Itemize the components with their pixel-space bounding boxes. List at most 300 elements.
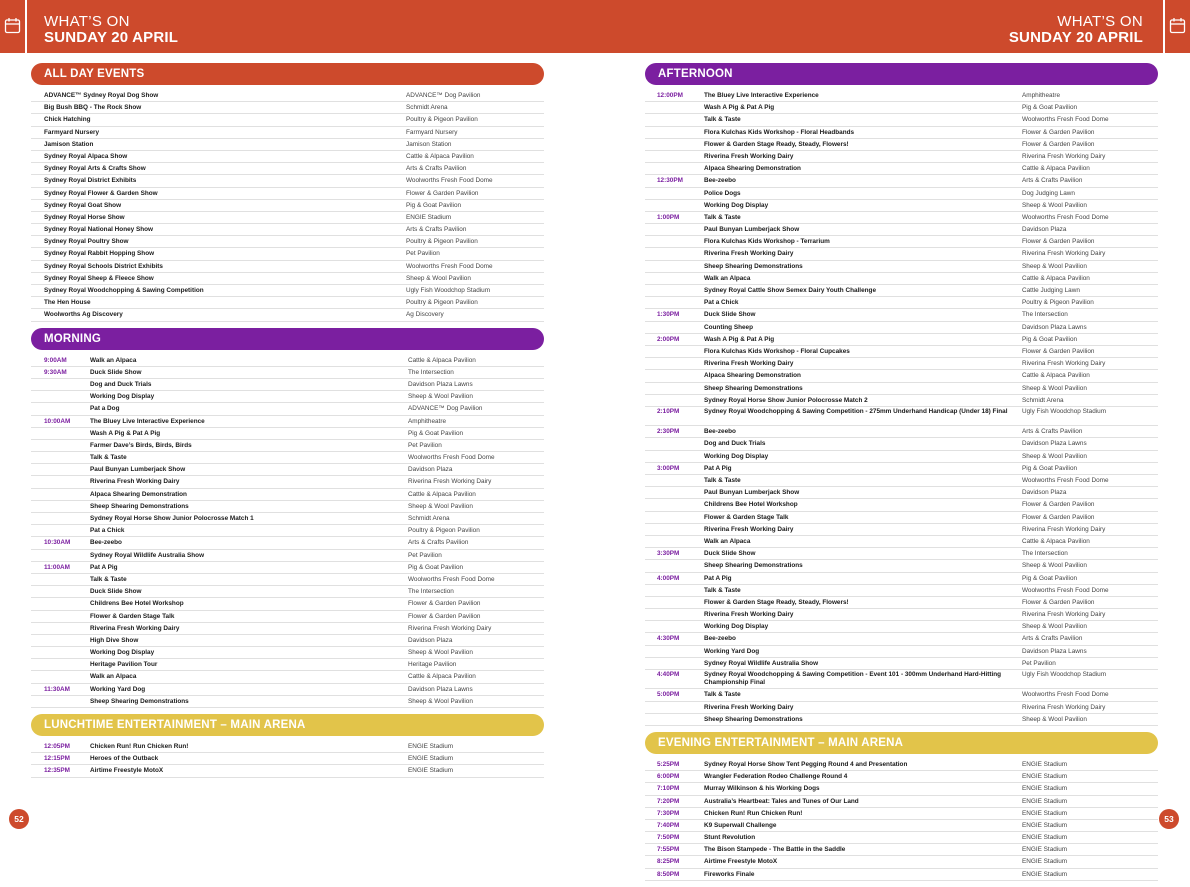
event-time [645,163,691,174]
event-location: Woolworths Fresh Food Dome [406,262,493,270]
event-time: 9:00AM [44,356,67,364]
event-time: 3:30PM [657,550,680,558]
schedule-row [645,808,1158,820]
event-location: Flower & Garden Pavilion [1022,128,1095,136]
event-name: Sheep Shearing Demonstrations [704,715,803,723]
event-name: Talk & Taste [704,586,741,594]
event-location: Pig & Goat Pavilion [1022,104,1078,112]
schedule-row [31,765,544,777]
event-name: Chick Hatching [44,116,91,124]
event-location: Riverina Fresh Working Dairy [1022,360,1106,368]
schedule-row [645,499,1158,511]
event-location: Schmidt Arena [408,515,450,522]
event-time [31,525,77,536]
event-location: Dog Judging Lawn [1022,189,1075,197]
event-name: Dog and Duck Trials [90,380,152,388]
event-time [645,285,691,296]
event-name: ADVANCE™ Sydney Royal Dog Show [44,92,159,99]
event-time [645,714,691,725]
event-name: Flower & Garden Stage Ready, Steady, Flowers! [704,140,849,148]
schedule-row [645,451,1158,463]
event-name: The Bluey Live Interactive Experience [704,92,819,99]
whats-on-label-right: WHAT’S ON [1057,13,1143,30]
schedule-row [31,513,544,525]
event-name: Riverina Fresh Working Dairy [90,478,180,486]
event-location: Poultry & Pigeon Pavilion [1022,299,1094,307]
event-time [31,501,77,512]
event-location: Sheep & Wool Pavilion [1022,384,1087,392]
evening-heading: EVENING ENTERTAINMENT – MAIN ARENA [645,732,1158,754]
event-name: Walk an Alpaca [90,356,137,364]
event-location: Amphitheatre [408,417,447,425]
event-location: ENGIE Stadium [1022,773,1068,781]
event-location: Sheep & Wool Pavilion [408,502,473,510]
event-name: Australia’s Heartbeat: Tales and Tunes of Our Land [704,797,859,805]
event-location: ENGIE Stadium [1022,797,1068,805]
schedule-row [645,820,1158,832]
event-name: Dog and Duck Trials [704,440,766,448]
event-time: 4:40PM [657,671,680,679]
event-name: Working Dog Display [90,649,155,657]
schedule-row [645,285,1158,297]
event-location: Davidson Plaza [408,636,453,644]
event-name: Working Dog Display [704,452,769,460]
schedule-row [645,395,1158,407]
event-location: Cattle & Alpaca Pavilion [1022,372,1090,380]
event-time: 2:00PM [657,335,680,343]
event-time [31,659,77,670]
schedule-row [31,489,544,501]
event-time [31,623,77,634]
event-time [645,248,691,259]
event-location: Ugly Fish Woodchop Stadium [1022,407,1107,415]
schedule-row [645,759,1158,771]
event-time [31,452,77,463]
schedule-row [31,102,544,114]
event-time [645,560,691,571]
event-time: 7:30PM [657,809,680,817]
event-name: Talk & Taste [90,575,127,583]
event-name: Pat A Pig [704,574,732,582]
event-name: Pat A Pig [90,563,118,571]
event-location: ENGIE Stadium [1022,870,1068,878]
event-location: ENGIE Stadium [1022,785,1068,793]
schedule-row [31,671,544,683]
schedule-row [31,175,544,187]
event-name: Sheep Shearing Demonstrations [704,262,803,270]
schedule-row [645,224,1158,236]
schedule-row [31,248,544,260]
event-time [645,395,691,406]
event-name: Chicken Run! Run Chicken Run! [90,743,189,750]
event-name: Flora Kulchas Kids Workshop - Terrarium [704,238,830,246]
schedule-row [645,188,1158,200]
schedule-row [645,573,1158,585]
schedule-row [645,236,1158,248]
afternoon-list [645,90,1158,726]
event-name: Duck Slide Show [90,368,142,376]
event-time [31,696,77,707]
schedule-row [31,139,544,151]
event-location: Cattle & Alpaca Pavilion [408,673,476,681]
event-name: Paul Bunyan Lumberjack Show [704,489,800,497]
event-location: Pig & Goat Pavilion [408,429,464,437]
event-location: Pet Pavilion [408,551,442,559]
schedule-row [31,200,544,212]
event-time [645,200,691,211]
schedule-row [645,212,1158,224]
schedule-row [31,741,544,753]
schedule-row [31,696,544,708]
evening-section [645,732,1158,881]
page-number-left: 52 [9,809,29,829]
morning-section [31,328,544,708]
event-location: Ag Discovery [406,311,444,319]
event-name: Walk an Alpaca [704,274,751,282]
event-time: 10:00AM [44,417,71,425]
event-name: Flower & Garden Stage Ready, Steady, Flowers! [704,598,849,606]
event-time [31,598,77,609]
event-time [645,114,691,125]
event-time [31,574,77,585]
schedule-row [645,856,1158,868]
schedule-row [31,428,544,440]
schedule-row [645,346,1158,358]
event-location: Davidson Plaza [1022,489,1067,497]
event-name: Wash A Pig & Pat A Pig [704,104,775,112]
schedule-row [31,212,544,224]
event-time: 12:30PM [657,177,683,185]
event-name: Duck Slide Show [704,550,756,558]
event-location: Sheep & Wool Pavilion [1022,715,1087,723]
event-name: Sydney Royal Wildlife Australia Show [90,551,205,559]
event-time [31,550,77,561]
event-name: Sheep Shearing Demonstrations [704,384,803,392]
event-location: Davidson Plaza Lawns [408,685,473,693]
event-time: 5:25PM [657,760,680,768]
event-name: Alpaca Shearing Demonstration [704,372,801,380]
afternoon-heading: AFTERNOON [645,63,1158,85]
event-location: Arts & Crafts Pavilion [408,539,469,547]
event-time [645,597,691,608]
schedule-row [645,771,1158,783]
event-location: Schmidt Arena [406,104,448,112]
event-time: 4:30PM [657,635,680,643]
event-time: 7:50PM [657,834,680,842]
event-name: Riverina Fresh Working Dairy [90,624,180,632]
event-location: Jamison Station [406,140,452,148]
event-location: Sheep & Wool Pavilion [408,649,473,657]
event-time [645,451,691,462]
event-name: Bee-zeebo [704,635,736,643]
event-name: Duck Slide Show [90,588,142,596]
event-name: Sydney Royal National Honey Show [44,226,154,234]
event-time [645,475,691,486]
event-time: 10:30AM [44,539,71,547]
event-name: Sydney Royal Alpaca Show [44,152,128,160]
event-time [645,438,691,449]
event-time: 1:00PM [657,213,680,221]
event-name: Childrens Bee Hotel Workshop [704,501,798,509]
event-location: Pig & Goat Pavilion [406,201,462,209]
schedule-row [31,623,544,635]
event-name: Flora Kulchas Kids Workshop - Floral Headbands [704,128,855,136]
morning-heading: MORNING [31,328,544,350]
event-location: ENGIE Stadium [406,213,452,221]
event-location: Cattle & Alpaca Pavilion [1022,165,1090,173]
morning-list [31,355,544,708]
event-name: Paul Bunyan Lumberjack Show [704,226,800,234]
schedule-row [645,297,1158,309]
event-name: Woolworths Ag Discovery [44,311,123,319]
schedule-row [31,224,544,236]
schedule-row [645,322,1158,334]
event-time [31,476,77,487]
schedule-row [31,309,544,321]
schedule-row [645,90,1158,102]
schedule-row [645,689,1158,701]
event-time: 1:30PM [657,311,680,319]
schedule-row [645,273,1158,285]
schedule-row [645,163,1158,175]
event-name: Riverina Fresh Working Dairy [704,525,794,533]
event-name: Working Yard Dog [704,647,760,655]
event-time [645,188,691,199]
event-location: Sheep & Wool Pavilion [1022,562,1087,570]
schedule-row [31,501,544,513]
event-location: Flower & Garden Pavilion [1022,598,1095,606]
event-location: Riverina Fresh Working Dairy [1022,611,1106,619]
event-time [645,524,691,535]
event-location: Woolworths Fresh Food Dome [1022,477,1109,485]
event-location: Sheep & Wool Pavilion [408,393,473,401]
event-location: Poultry & Pigeon Pavilion [406,116,478,124]
event-location: Woolworths Fresh Food Dome [1022,586,1109,594]
event-name: Airtime Freestyle MotoX [90,767,164,775]
event-location: Riverina Fresh Working Dairy [408,624,492,632]
schedule-row [31,753,544,765]
event-name: Sydney Royal Horse Show Junior Polocrosse Match 2 [704,396,868,404]
event-location: Cattle & Alpaca Pavilion [406,152,474,160]
event-time [645,346,691,357]
schedule-row [645,139,1158,151]
event-location: ADVANCE™ Dog Pavilion [406,92,481,99]
event-location: Sheep & Wool Pavilion [1022,623,1087,631]
event-location: Woolworths Fresh Food Dome [1022,116,1109,124]
event-location: Arts & Crafts Pavilion [1022,177,1083,185]
schedule-row [645,248,1158,260]
event-time: 8:50PM [657,870,680,878]
event-time: 12:15PM [44,755,70,763]
schedule-row [31,127,544,139]
event-name: Fireworks Finale [704,870,755,878]
schedule-row [31,355,544,367]
event-name: Pat a Dog [90,405,120,413]
event-location: Cattle Judging Lawn [1022,287,1080,294]
event-name: Childrens Bee Hotel Workshop [90,600,184,608]
calendar-icon-right [1163,0,1190,53]
event-location: Sheep & Wool Pavilion [406,274,471,282]
event-name: Flower & Garden Stage Talk [90,612,175,620]
event-location: Riverina Fresh Working Dairy [1022,250,1106,258]
event-name: Sydney Royal Horse Show Tent Pegging Round 4 and Presentation [704,760,908,768]
schedule-row [31,403,544,415]
schedule-row [645,658,1158,670]
event-name: Flower & Garden Stage Talk [704,513,789,521]
event-name: Police Dogs [704,189,741,197]
event-location: Flower & Garden Pavilion [1022,513,1095,521]
event-name: K9 Superwall Challenge [704,821,777,829]
event-location: Cattle & Alpaca Pavilion [1022,274,1090,282]
schedule-row [31,525,544,537]
event-time: 12:35PM [44,767,70,775]
schedule-row [31,163,544,175]
event-name: Talk & Taste [704,213,741,221]
event-time: 11:30AM [44,685,70,693]
event-location: Amphitheatre [1022,92,1061,99]
schedule-row [645,621,1158,633]
schedule-row [645,832,1158,844]
evening-list [645,759,1158,881]
event-time [31,635,77,646]
event-location: Pig & Goat Pavilion [1022,464,1078,472]
event-location: The Intersection [1022,550,1068,558]
schedule-row [645,702,1158,714]
event-location: Davidson Plaza [408,466,453,474]
event-name: Riverina Fresh Working Dairy [704,250,794,258]
event-time [31,379,77,390]
event-location: Woolworths Fresh Food Dome [406,177,493,185]
event-location: Pig & Goat Pavilion [1022,335,1078,343]
event-location: Riverina Fresh Working Dairy [1022,525,1106,533]
event-location: Riverina Fresh Working Dairy [1022,152,1106,160]
schedule-row [31,297,544,309]
event-location: Arts & Crafts Pavilion [406,165,467,173]
event-location: ENGIE Stadium [1022,821,1068,829]
event-name: Sheep Shearing Demonstrations [90,502,189,510]
schedule-row [31,550,544,562]
event-time [645,487,691,498]
schedule-row [645,102,1158,114]
event-time [645,383,691,394]
whats-on-label-left: WHAT’S ON [44,13,130,30]
event-time: 2:30PM [657,428,680,436]
schedule-row [645,383,1158,395]
right-page-column [645,63,1158,887]
event-location: ENGIE Stadium [1022,858,1068,866]
event-name: Riverina Fresh Working Dairy [704,611,794,619]
event-time: 6:00PM [657,773,680,781]
event-time [31,391,77,402]
schedule-row [31,452,544,464]
event-time [645,273,691,284]
event-location: Davidson Plaza [1022,226,1067,234]
schedule-row [645,548,1158,560]
schedule-row [31,114,544,126]
event-name: Farmer Dave’s Birds, Birds, Birds [90,441,192,449]
event-time [645,370,691,381]
all-day-events-list [31,90,544,322]
schedule-row [31,537,544,549]
event-location: ENGIE Stadium [408,767,454,775]
event-name: Murray Wilkinson & his Working Dogs [704,785,820,793]
event-time [31,586,77,597]
schedule-row [31,684,544,696]
event-time: 7:10PM [657,785,680,793]
page-header [0,0,1190,53]
event-name: Flora Kulchas Kids Workshop - Floral Cupcakes [704,347,850,355]
schedule-row [31,273,544,285]
event-name: Sydney Royal District Exhibits [44,177,137,185]
event-name: Airtime Freestyle MotoX [704,858,778,866]
event-name: Walk an Alpaca [90,673,137,681]
schedule-row [31,464,544,476]
event-name: Sydney Royal Wildlife Australia Show [704,659,819,667]
event-location: Riverina Fresh Working Dairy [408,478,492,486]
event-location: Poultry & Pigeon Pavilion [406,238,478,246]
event-name: Counting Sheep [704,323,753,331]
event-name: The Hen House [44,299,91,307]
event-name: Talk & Taste [704,691,741,699]
event-location: ENGIE Stadium [408,755,454,763]
schedule-row [31,151,544,163]
schedule-row [31,416,544,428]
event-location: Sheep & Wool Pavilion [1022,201,1087,209]
event-location: Davidson Plaza Lawns [1022,323,1087,331]
event-name: Working Dog Display [90,393,155,401]
event-location: ENGIE Stadium [1022,760,1068,768]
schedule-row [645,407,1158,426]
event-time [645,358,691,369]
event-location: Davidson Plaza Lawns [1022,647,1087,655]
schedule-row [645,370,1158,382]
schedule-row [31,236,544,248]
event-location: Cattle & Alpaca Pavilion [408,490,476,498]
event-name: Talk & Taste [90,454,127,462]
event-name: Big Bush BBQ - The Rock Show [44,104,142,112]
schedule-row [645,512,1158,524]
schedule-row [31,586,544,598]
schedule-row [31,635,544,647]
event-location: Schmidt Arena [1022,396,1064,404]
event-name: Duck Slide Show [704,311,756,319]
schedule-row [645,200,1158,212]
event-location: Poultry & Pigeon Pavilion [408,527,480,535]
page-number-right: 53 [1159,809,1179,829]
calendar-icon-left [0,0,27,53]
event-name: Talk & Taste [704,477,741,485]
event-time [645,646,691,657]
schedule-row [31,379,544,391]
event-time [31,647,77,658]
event-time [31,671,77,682]
event-name: Paul Bunyan Lumberjack Show [90,466,186,474]
event-location: Davidson Plaza Lawns [1022,440,1087,448]
event-name: Sydney Royal Goat Show [44,201,122,209]
event-name: Working Yard Dog [90,685,146,693]
schedule-row [645,114,1158,126]
event-location: Flower & Garden Pavilion [1022,501,1095,509]
event-location: Flower & Garden Pavilion [408,600,481,608]
schedule-row [645,783,1158,795]
event-time [31,440,77,451]
event-location: ENGIE Stadium [1022,809,1068,817]
event-name: Sydney Royal Sheep & Fleece Show [44,274,154,282]
event-location: Flower & Garden Pavilion [1022,238,1095,246]
event-name: Sydney Royal Woodchopping & Sawing Competition - Event 101 - 300mm Underhand Hard-Hitting Championship Final [704,671,1002,687]
event-time: 9:30AM [44,368,67,376]
event-time [645,297,691,308]
